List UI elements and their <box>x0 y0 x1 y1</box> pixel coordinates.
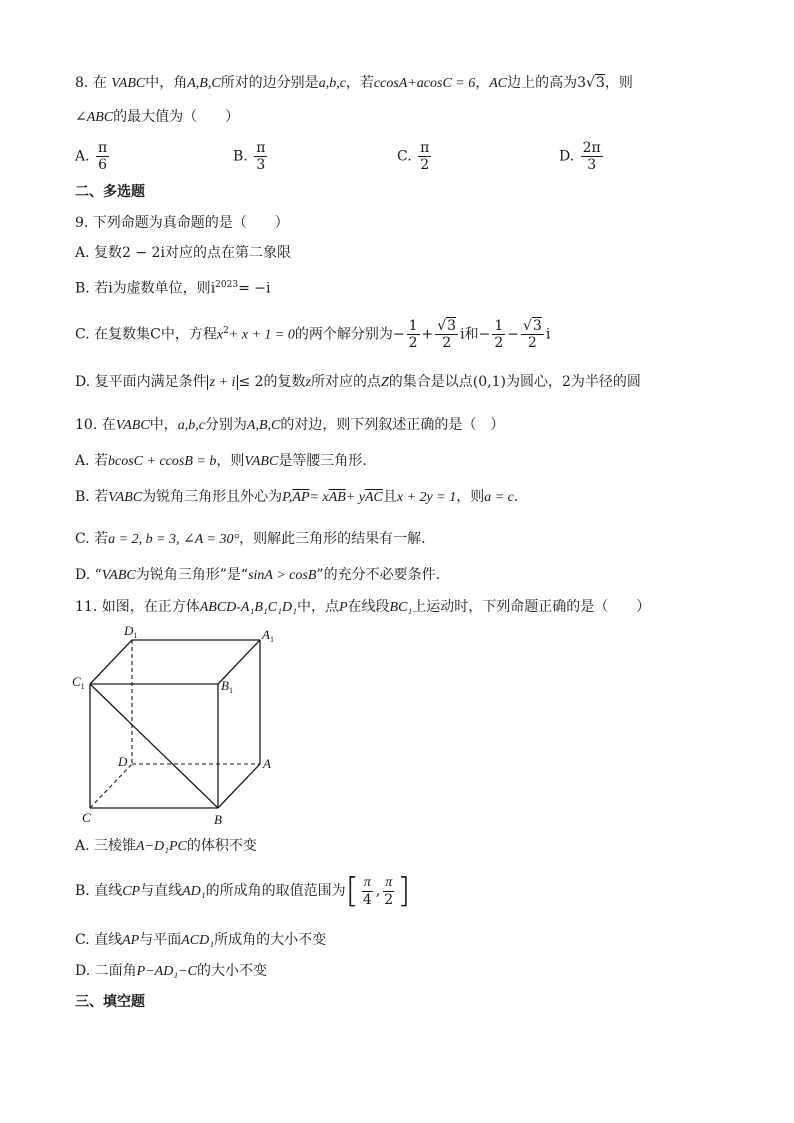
q8-number: 8. <box>75 75 89 91</box>
q9-option-b: B. 若i为虚数单位，则$i^{2023}= -i$ <box>75 280 271 297</box>
edge-b-a <box>218 764 260 808</box>
label-b: B <box>214 812 222 827</box>
q11-option-b: B. 直线CP与直线AD₁的所成角的取值范围为 [ $\frac{\pi}{4}$ , $\frac{\pi}{2}$ ] <box>75 871 411 911</box>
label-c1: $C_1$ <box>72 674 85 691</box>
segment-bc1 <box>90 684 218 808</box>
q11-option-d: D. 二面角P−AD₁−C的大小不变 <box>75 963 267 979</box>
label-d: D <box>118 754 128 769</box>
q11-option-a: A. 三棱锥A−D₁PC的体积不变 <box>75 838 257 854</box>
q8-line1: 8. 在 VABC中，角A,B,C所对的边分别是a,b,c，若ccosA+acosC = 6，AC边上的高为3√3，则 <box>75 75 633 91</box>
label-d1: $D_1$ <box>124 623 138 640</box>
q11-stem: 11. 如图，在正方体ABCD-A₁B₁C₁D₁中，点P在线段BC₁上运动时，下列命题正确的是（ ） <box>75 599 651 615</box>
edge-c-d-hidden <box>90 764 132 808</box>
q11-option-c: C. 直线AP与平面ACD₁所成角的大小不变 <box>75 932 327 948</box>
label-a1: $A_1$ <box>262 627 274 644</box>
q10-stem: 10. 在VABC中，a,b,c分别为A,B,C的对边，则下列叙述正确的是（ ） <box>75 417 505 433</box>
q10-option-b: B. 若VABC为锐角三角形且外心为$P,\overline{AP}= x\overline{AB}+ y\overline{AC}$且x + 2y = 1，则a = c. <box>75 489 519 505</box>
q10-option-c: C. 若a = 2, b = 3, ∠A = 30°，则解此三角形的结果有一解. <box>75 531 426 547</box>
q8-options <box>75 140 715 178</box>
q10-option-d: D. “VABC为锐角三角形”是“sinA > cosB”的充分不必要条件. <box>75 567 441 583</box>
sqrt-sign-icon: √ <box>586 75 595 91</box>
q8-option-a: A. $\frac{\pi}{6}$ <box>75 140 108 173</box>
cube-figure <box>70 622 290 832</box>
q9-stem: 9. 下列命题为真命题的是（ ） <box>75 215 289 231</box>
q8-option-c: C. $\frac{\pi}{2}$ <box>397 140 430 173</box>
label-b1: $B_1$ <box>221 678 233 695</box>
q9-option-c: C. 在复数集C中，方程$x^2+ x + 1 = 0$的两个解分别为− $\frac{1}{2}$ + $\frac{√3}{2}$ i和− $\frac{1}{2}$ − $\frac{√3}{2}$ i <box>75 318 551 351</box>
label-a: A <box>263 756 271 771</box>
q9-option-d: D. 复平面内满足条件 z + i ≤ 2的复数z所对应的点Z的集合是以点(0,1)为圆心，2为半径的圆 <box>75 374 641 390</box>
q10-option-a: A. 若bcosC + ccosB = b，则VABC是等腰三角形. <box>75 453 367 469</box>
q9-option-a: A. 复数2 − 2i对应的点在第二象限 <box>75 245 291 261</box>
q8-option-d: D. $\frac{2\pi}{3}$ <box>559 140 601 173</box>
label-c: C <box>82 810 91 825</box>
q8-option-b: B. $\frac{\pi}{3}$ <box>233 140 266 173</box>
q8-line2: ∠ABC的最大值为（ ） <box>75 109 240 125</box>
edge-c1-d1 <box>90 640 132 684</box>
section-heading-fill-in: 三、填空题 <box>75 994 145 1010</box>
section-heading-multiple-choice: 二、多选题 <box>75 184 145 200</box>
